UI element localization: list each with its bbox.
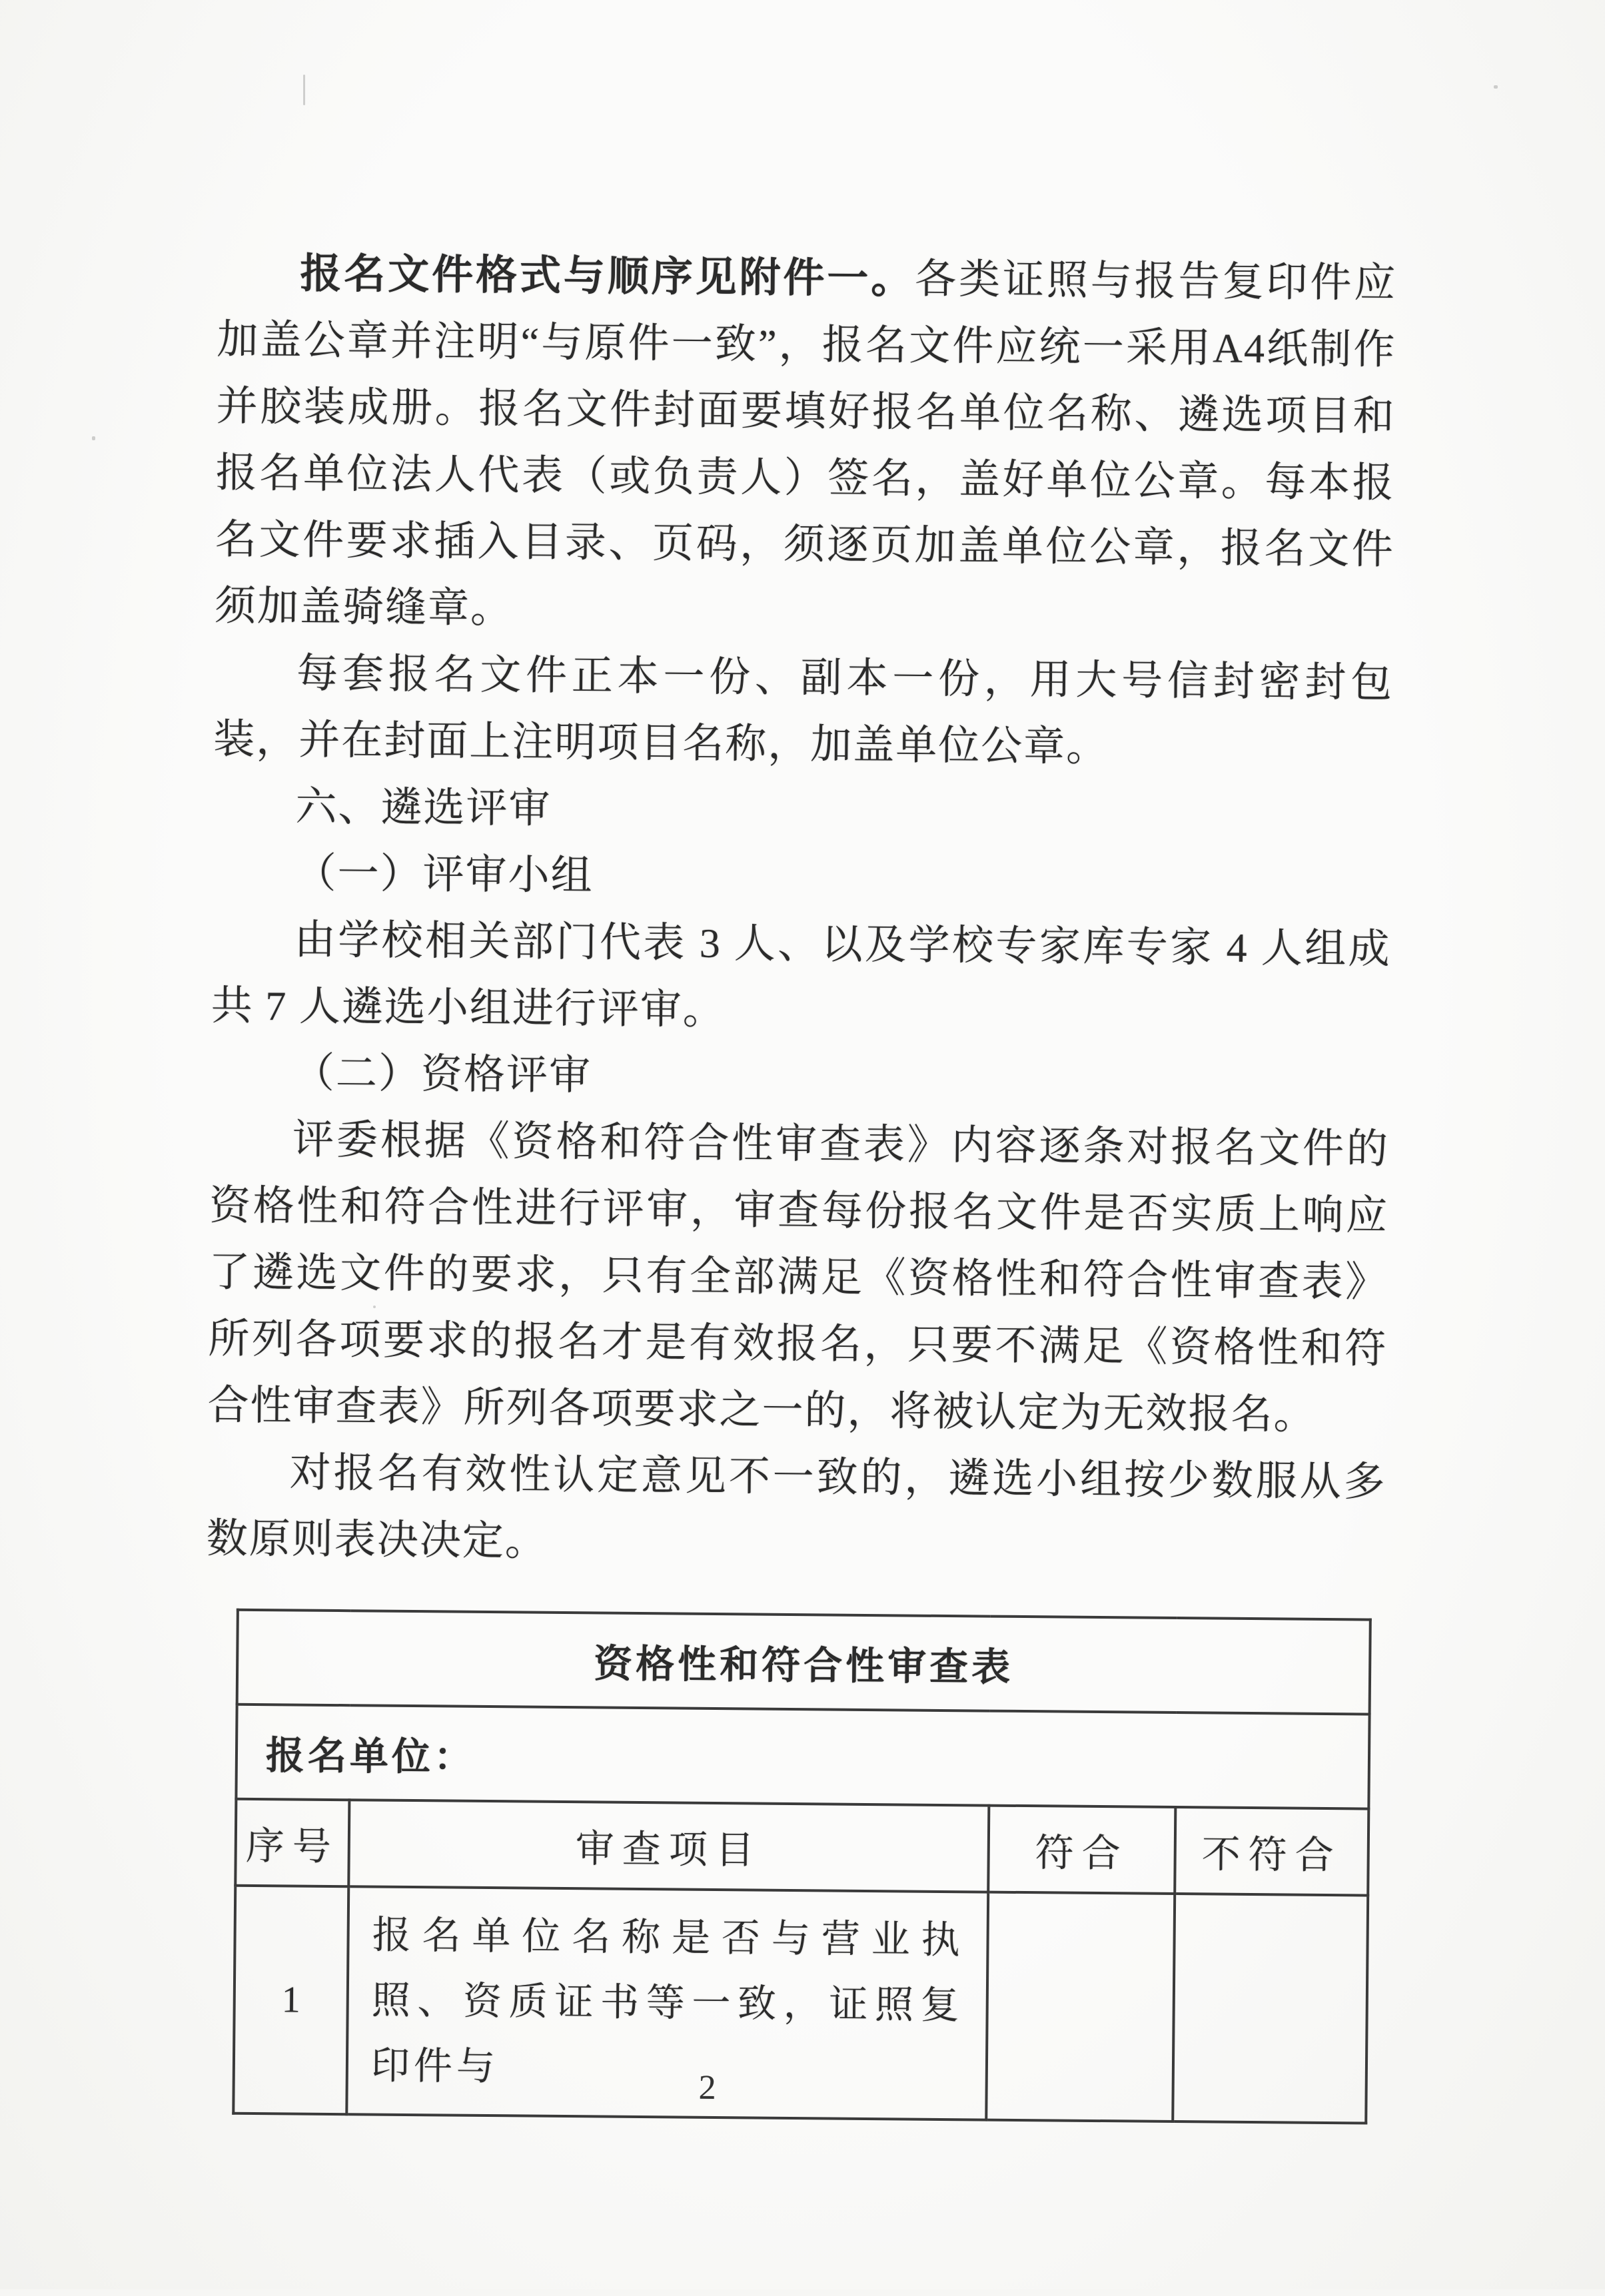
table-header-row (235, 1799, 1368, 1896)
page-number: 2 (698, 2068, 716, 2107)
applicant-label: 报名单位： (236, 1705, 1369, 1809)
paragraph-qualification-review-rules: 评委根据《资格和符合性审查表》内容逐条对报名文件的资格性和符合性进行评审，审查每份报名文件是否实质上响应了遴选文件的要求，只有全部满足《资格性和符合性审查表》所列各项要求的报名才是有效报名，只要不满足《资格性和符合性审查表》所列各项要求之一的，将被认定为无效报名。 (207, 1117, 1390, 1438)
table-applicant-row (236, 1705, 1369, 1809)
row-serial-number: 1 (233, 1886, 348, 2114)
header-review-item: 审查项目 (348, 1800, 989, 1892)
paragraph-filing-format (215, 240, 1397, 649)
scan-noise-speck (373, 1306, 376, 1308)
subsection-heading-qualification-review: （二）资格评审 (292, 1050, 592, 1099)
row-nonconform-cell (1173, 1894, 1368, 2123)
header-conform: 符合 (988, 1806, 1175, 1894)
section-heading-selection-review: 六、遴选评审 (295, 784, 552, 832)
header-serial-number: 序号 (235, 1799, 349, 1886)
paragraph-sealed-copies: 每套报名文件正本一份、副本一份，用大号信封密封包装，并在封面上注明项目名称，加盖单位公章。 (213, 651, 1394, 771)
document-body (201, 240, 1396, 2124)
header-nonconform: 不符合 (1175, 1807, 1368, 1896)
scan-noise-speck (92, 436, 95, 440)
scan-noise-speck (303, 75, 305, 105)
qualification-review-table (232, 1609, 1372, 2125)
paragraph-filing-format-body: 各类证照与报告复印件应加盖公章并注明“与原件一致”，报名文件应统一采用A4纸制作并胶装成册。报名文件封面要填好报名单位名称、遴选项目和报名单位法人代表（或负责人）签名，盖好单位公章。每本报名文件要求插入目录、页码，须逐页加盖单位公章，报名文件须加盖骑缝章。 (214, 256, 1397, 632)
paragraph-vote-rule: 对报名有效性认定意见不一致的，遴选小组按少数服从多数原则表决决定。 (206, 1450, 1386, 1565)
row-conform-cell (986, 1892, 1175, 2121)
table-row (233, 1886, 1368, 2123)
table-title: 资格性和符合性审查表 (237, 1610, 1370, 1715)
row-review-item: 报名单位名称是否与营业执照、资质证书等一致，证照复印件与 (346, 1886, 988, 2119)
subsection-heading-review-panel: （一）评审小组 (294, 851, 594, 899)
table-title-row (237, 1610, 1370, 1715)
scan-noise-speck (1494, 85, 1498, 89)
paragraph-panel-composition: 由学校相关部门代表 3 人、以及学校专家库专家 4 人组成共 7 人遴选小组进行评审。 (211, 917, 1391, 1034)
paragraph-filing-format-lead: 报名文件格式与顺序见附件一。 (300, 251, 915, 302)
